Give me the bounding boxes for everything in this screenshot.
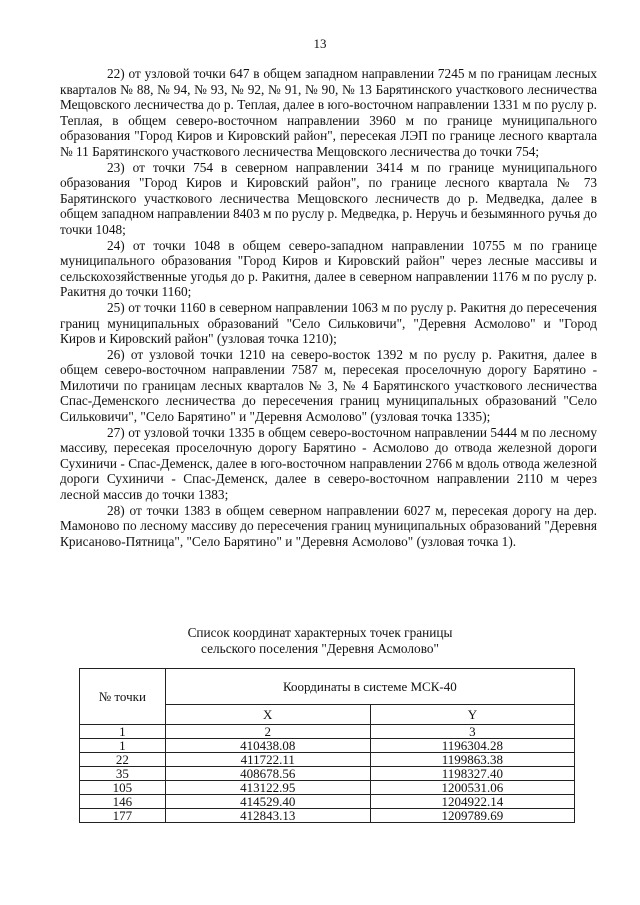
y-cell: 1209789.69 xyxy=(370,809,574,823)
column-number-row xyxy=(80,725,575,739)
table-row xyxy=(80,809,575,823)
coordinates-table xyxy=(79,668,575,823)
x-cell: 410438.08 xyxy=(165,739,370,753)
header-coordinates: Координаты в системе МСК-40 xyxy=(165,669,574,705)
y-cell: 1204922.14 xyxy=(370,795,574,809)
table-row xyxy=(80,753,575,767)
point-cell: 22 xyxy=(80,753,166,767)
table-row xyxy=(80,767,575,781)
header-point-number: № точки xyxy=(80,669,166,725)
caption-line-1: Список координат характерных точек границы xyxy=(187,625,453,640)
column-number: 2 xyxy=(165,725,370,739)
point-cell: 35 xyxy=(80,767,166,781)
page-number: 13 xyxy=(313,36,327,51)
x-cell: 412843.13 xyxy=(165,809,370,823)
x-cell: 411722.11 xyxy=(165,753,370,767)
y-cell: 1198327.40 xyxy=(370,767,574,781)
y-cell: 1196304.28 xyxy=(370,739,574,753)
x-cell: 408678.56 xyxy=(165,767,370,781)
table-caption xyxy=(0,625,640,656)
point-cell: 1 xyxy=(80,739,166,753)
column-number: 1 xyxy=(80,725,166,739)
header-x: X xyxy=(165,705,370,725)
paragraph-25: 25) от точки 1160 в северном направлении 1063 м по руслу р. Ракитня до пересечения границ муниципальных образований "Село Сильковичи", "Деревня Асмолово" и "Город Киров и Кировский район" (узловая точка 1210); xyxy=(60,299,597,347)
column-number: 3 xyxy=(370,725,574,739)
x-cell: 413122.95 xyxy=(165,781,370,795)
table-row xyxy=(80,739,575,753)
paragraph-28: 28) от точки 1383 в общем северном направлении 6027 м, пересекая дорогу на дер. Мамоново по лесному массиву до пересечения границ муниципальных образований "Деревня Крисаново-Пятница", "Село Барятино" и "Деревня Асмолово" (узловая точка 1). xyxy=(60,502,597,549)
table-row xyxy=(80,795,575,809)
document-body xyxy=(60,66,597,549)
paragraph-24: 24) от точки 1048 в общем северо-западном направлении 10755 м по границе муниципального образования "Город Киров и Кировский район" через лесные массивы и сельскохозяйственные угодья до р. Ракитня, далее в северном направлении 1176 м по руслу р. Ракитня до точки 1160; xyxy=(60,237,597,300)
table-header-row xyxy=(80,669,575,705)
y-cell: 1200531.06 xyxy=(370,781,574,795)
caption-line-2: сельского поселения "Деревня Асмолово" xyxy=(201,640,439,656)
table-row xyxy=(80,781,575,795)
point-cell: 146 xyxy=(80,795,166,809)
paragraph-27: 27) от узловой точки 1335 в общем северо-восточном направлении 5444 м по лесному массиву, пересекая проселочную дорогу Барятино - Асмолово до отвода железной дороги Сухиничи - Спас-Деменск, далее в юго-восточном направлении 2766 м вдоль отвода железной дороги Сухиничи - Спас-Деменск, далее в северо-восточном направлении 2110 м через лесной массив до точки 1383; xyxy=(60,424,597,503)
y-cell: 1199863.38 xyxy=(370,753,574,767)
paragraph-26: 26) от узловой точки 1210 на северо-восток 1392 м по руслу р. Ракитня, далее в общем северо-восточном направлении 7587 м, пересекая проселочную дорогу Барятино - Милотичи по границам лесных кварталов № 3, № 4 Барятинского участкового лесничества Спас-Деменского лесничества до пересечения границ муниципальных образований "Село Сильковичи", "Село Барятино" и "Деревня Асмолово" (узловая точка 1335); xyxy=(60,346,597,425)
point-cell: 105 xyxy=(80,781,166,795)
paragraph-23: 23) от точки 754 в северном направлении 3414 м по границе муниципального образования "Город Киров и Кировский район", по границе лесного квартала № 73 Барятинского участкового лесничества Мещовского лесничеств до р. Медведка, далее в общем западном направлении 8403 м по руслу р. Медведка, р. Неручь и безымянного ручья до точки 1048; xyxy=(60,159,597,237)
point-cell: 177 xyxy=(80,809,166,823)
header-y: Y xyxy=(370,705,574,725)
paragraph-22: 22) от узловой точки 647 в общем западном направлении 7245 м по границам лесных кварталов № 88, № 94, № 93, № 92, № 91, № 90, № 13 Барятинского участкового лесничества Мещовского лесничества до р. Теплая, далее в юго-восточном направлении 1331 м по руслу р. Теплая, в общем северо-восточном направлении 3960 м по границе муниципального образования "Город Киров и Кировский район", пересекая ЛЭП по границе лесного квартала № 11 Барятинского участкового лесничества Мещовского лесничества до точки 754; xyxy=(60,66,597,159)
x-cell: 414529.40 xyxy=(165,795,370,809)
